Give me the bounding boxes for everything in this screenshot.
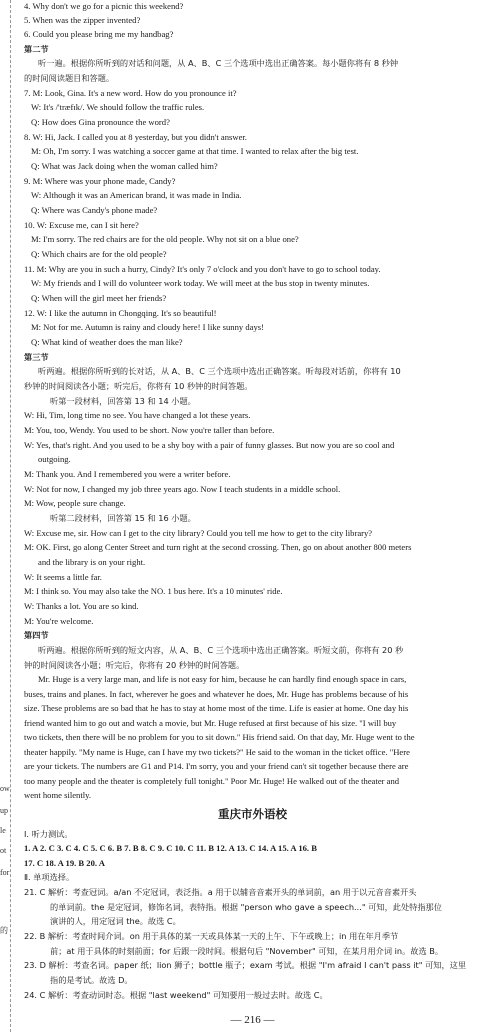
dialogue-line: W: Thanks a lot. You are so kind.	[24, 601, 139, 611]
passage-line: friend wanted him to go out and watch a movie, but Mr. Huge refused at first because of his size. "I will buy	[24, 718, 397, 728]
instruction-line: 听两遍。根据你所听到的长对话，从 A、B、C 三个选项中选出正确答案。听每段对话前，你将有 10	[38, 366, 401, 376]
section-heading: 第三节	[24, 352, 49, 362]
dialogue-line: outgoing.	[38, 454, 71, 464]
instruction-line: 钟的时间阅读各小题；听完后，你将有 20 秒钟的时间答题。	[24, 660, 245, 670]
gutter-fragment: ot	[0, 846, 7, 855]
dialogue-line: M: OK. First, go along Center Street and turn right at the second crossing. Then, go on about another 800 meters	[24, 542, 412, 552]
passage-line: are your tickets. The numbers are G1 and P14. I'm sorry, you and your friend can't sit together because there are	[24, 761, 409, 771]
explanation-line: 22. B 解析：考查时间介词。on 用于具体的某一天或具体某一天的上午、下午或晚上；in 用在年月季节	[24, 931, 399, 941]
dialogue-line: Q: What kind of weather does the man like?	[31, 337, 183, 347]
dialogue-line: Q: Where was Candy's phone made?	[31, 205, 158, 215]
gutter-fragment: le	[0, 826, 6, 835]
dialogue-line: Q: How does Gina pronounce the word?	[31, 117, 170, 127]
dialogue-line: Q: Which chairs are for the old people?	[31, 249, 167, 259]
explanation-line: 24. C 解析：考查动词时态。根据 "last weekend" 可知要用一般过去时。故选 C。	[24, 990, 328, 1000]
dialogue-line: W: Not for now, I changed my job three years ago. Now I teach students in a middle school.	[24, 484, 341, 494]
passage-line: too many people and the theater is completely full tonight." Poor Mr. Huge! He walked out of the theater and	[24, 776, 400, 786]
dialogue-line: M: I think so. You may also take the NO. 1 bus here. It's a 10 minutes' ride.	[24, 586, 283, 596]
gutter-dashed-line	[10, 0, 12, 1032]
passage-line: Mr. Huge is a very large man, and life is not easy for him, because he can hardly find enough space in cars,	[38, 674, 407, 684]
dialogue-line: 7. M: Look, Gina. It's a new word. How do you pronounce it?	[24, 88, 237, 98]
page-number: — 216 —	[230, 1014, 275, 1026]
explanation-line: 21. C 解析：考查冠词。a/an 不定冠词，表泛指。a 用于以辅音音素开头的单词前，an 用于以元音音素开头	[24, 887, 417, 897]
dialogue-line: M: I'm sorry. The red chairs are for the old people. Why not sit on a blue one?	[31, 234, 299, 244]
dialogue-line: M: You, too, Wendy. You used to be short. Now you're taller than before.	[24, 425, 275, 435]
passage-line: theater happily. "My name is Huge, can I have my two tickets?" He said to the woman in the ticket office. "Here	[24, 747, 410, 757]
instruction-line: 听第二段材料，回答第 15 和 16 小题。	[50, 513, 196, 523]
instruction-line: 听一遍。根据你所听到的对话和问题，从 A、B、C 三个选项中选出正确答案。每小题你将有 8 秒钟	[38, 58, 399, 68]
dialogue-line: 12. W: I like the autumn in Chongqing. It's so beautiful!	[24, 308, 217, 318]
dialogue-line: M: Thank you. And I remembered you were a writer before.	[24, 469, 231, 479]
answer-key-line: 1. A 2. C 3. C 4. C 5. C 6. B 7. B 8. C 9. C 10. C 11. B 12. A 13. C 14. A 15. A 16. B	[24, 843, 317, 853]
answer-heading: Ⅱ. 单项选择。	[24, 872, 75, 882]
instruction-line: 秒钟的时间阅读各小题；听完后，你将有 10 秒钟的时间答题。	[24, 381, 253, 391]
dialogue-line: 8. W: Hi, Jack. I called you at 8 yesterday, but you didn't answer.	[24, 132, 247, 142]
explanation-line: 指的是考试。故选 D。	[50, 975, 133, 985]
question-line: 6. Could you please bring me my handbag?	[24, 29, 174, 39]
question-line: 4. Why don't we go for a picnic this weekend?	[24, 1, 184, 11]
dialogue-line: W: Hi, Tim, long time no see. You have changed a lot these years.	[24, 410, 251, 420]
school-title: 重庆市外语校	[218, 807, 287, 821]
answer-key-line: 17. C 18. A 19. B 20. A	[24, 858, 105, 868]
passage-line: went home silently.	[24, 790, 91, 800]
dialogue-line: and the library is on your right.	[38, 557, 146, 567]
passage-line: buses, trains and planes. In fact, wherever he goes and whatever he does, Mr. Huge has problems because of his	[24, 689, 409, 699]
dialogue-line: Q: When will the girl meet her friends?	[31, 293, 167, 303]
passage-line: size. These problems are so bad that he has to stay at home most of the time. Life is easier at home. One day his	[24, 703, 409, 713]
passage-line: two tickets, then there will be no problem for you to sit down." His friend said. On that day, Mr. Huge went to the	[24, 732, 415, 742]
section-heading: 第四节	[24, 630, 49, 640]
explanation-line: 前；at 用于具体的时刻前面；for 后跟一段时间。根据句后 "November" 可知，在某月用介词 in。故选 B。	[50, 946, 444, 956]
dialogue-line: W: It seems a little far.	[24, 572, 102, 582]
answer-heading: Ⅰ. 听力测试。	[24, 829, 73, 839]
dialogue-line: 10. W: Excuse me, can I sit here?	[24, 220, 139, 230]
dialogue-line: W: It's /'træfɪk/. We should follow the traffic rules.	[31, 102, 205, 112]
dialogue-line: 11. M: Why are you in such a hurry, Cindy? It's only 7 o'clock and you don't have to go to school today.	[24, 264, 381, 274]
document-page	[24, 0, 481, 1032]
binding-gutter	[0, 0, 22, 1032]
dialogue-line: W: Although it was an American brand, it was made in India.	[31, 190, 242, 200]
dialogue-line: W: Excuse me, sir. How can I get to the city library? Could you tell me how to get to the city library?	[24, 528, 373, 538]
instruction-line: 听第一段材料，回答第 13 和 14 小题。	[50, 396, 196, 406]
dialogue-line: M: Wow, people sure change.	[24, 498, 126, 508]
dialogue-line: M: You're welcome.	[24, 616, 94, 626]
question-line: 5. When was the zipper invented?	[24, 15, 141, 25]
gutter-fragment: for	[0, 868, 10, 877]
dialogue-line: M: Oh, I'm sorry. I was watching a soccer game at that time. I wanted to relax after the big test.	[31, 146, 359, 156]
gutter-fragment: ow	[0, 784, 10, 793]
dialogue-line: W: My friends and I will do volunteer work today. We will meet at the bus stop in twenty minutes.	[31, 278, 370, 288]
instruction-line: 的时间阅读题目和答题。	[24, 73, 115, 83]
section-heading: 第二节	[24, 44, 49, 54]
explanation-line: 23. D 解析：考查名词。paper 纸；lion 狮子；bottle 瓶子；exam 考试。根据 "I'm afraid I can't pass it" 可知，这里	[24, 960, 467, 970]
dialogue-line: 9. M: Where was your phone made, Candy?	[24, 176, 176, 186]
dialogue-line: M: Not for me. Autumn is rainy and cloudy here! I like sunny days!	[31, 322, 264, 332]
dialogue-line: Q: What was Jack doing when the woman called him?	[31, 161, 218, 171]
gutter-fragment: up	[0, 806, 8, 815]
instruction-line: 听两遍。根据你所听到的短文内容，从 A、B、C 三个选项中选出正确答案。听短文前，你将有 20 秒	[38, 645, 404, 655]
explanation-line: 的单词前。the 是定冠词，修饰名词，表特指。根据 "person who gave a speech..." 可知，此处特指那位	[50, 902, 442, 912]
dialogue-line: W: Yes, that's right. And you used to be a shy boy with a pair of funny glasses. But now you are so cool and	[24, 440, 395, 450]
gutter-fragment: 的	[0, 926, 8, 935]
explanation-line: 演讲的人，用定冠词 the。故选 C。	[50, 916, 181, 926]
